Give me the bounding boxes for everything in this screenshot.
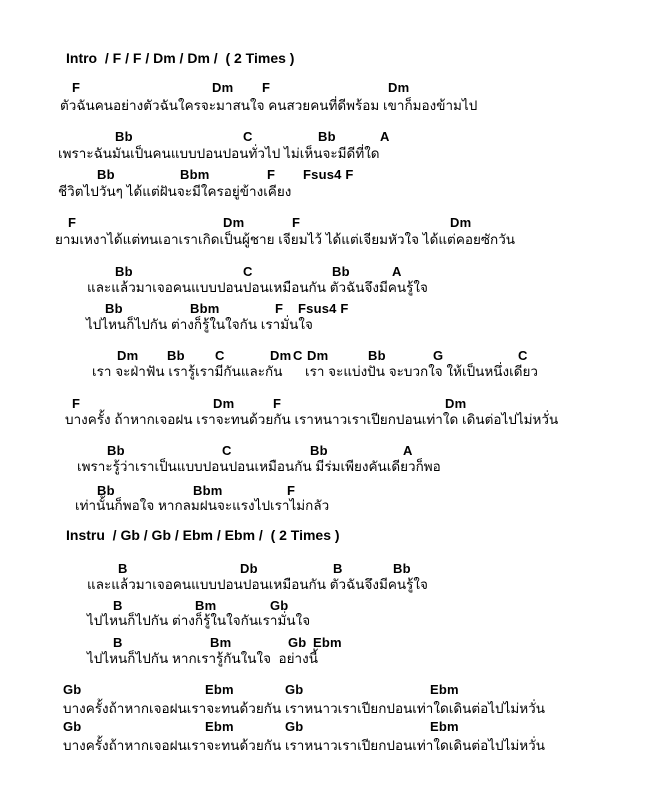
chord-label: Dm	[307, 348, 329, 363]
chord-label: Fsus4 F	[303, 167, 354, 182]
chord-label: F	[262, 80, 271, 95]
chord-label: Ebm	[430, 719, 459, 734]
chord-label: Gb	[285, 682, 304, 697]
chord-label: Ebm	[430, 682, 459, 697]
lyric-text: และแล้วมาเจอคนแบบปอนปอนเหมือนกัน ตัวฉันจึงมีคนรู้ใจ	[87, 577, 428, 592]
chord-label: Bb	[115, 264, 133, 279]
chord-label: C	[518, 348, 528, 363]
chord-label: Dm	[212, 80, 234, 95]
chord-label: Gb	[285, 719, 304, 734]
chord-label: Bbm	[193, 483, 223, 498]
section-heading	[0, 527, 662, 547]
lyric-text: ตัวฉันคนอย่างตัวฉันใครจะมาสนใจ คนสวยคนที่ดีพร้อม เขาก็มองข้ามไป	[60, 98, 478, 113]
lyric-line	[0, 183, 662, 203]
lyric-text: เพราะฉันมันเป็นคนแบบปอนปอนทั่วไป ไม่เห็นจะมีดีที่ใด	[58, 146, 380, 161]
chord-label: Bb	[97, 167, 115, 182]
chord-label: F	[267, 167, 276, 182]
section-heading-text: Instru / Gb / Gb / Ebm / Ebm / ( 2 Times )	[66, 527, 340, 543]
chord-label: B	[333, 561, 343, 576]
lyric-text: ไปไหนก็ไปกัน ต่างก็รู้ในใจกันเรามั่นใจ	[87, 613, 311, 628]
chord-label: Dm	[223, 215, 245, 230]
chord-label: C	[215, 348, 225, 363]
chord-label: Bb	[310, 443, 328, 458]
lyric-line	[0, 279, 662, 299]
chord-line	[0, 719, 662, 739]
chord-label: Dm	[213, 396, 235, 411]
lyric-text: เท่านั้นก็พอใจ หากลมฝนจะแรงไปเราไม่กลัว	[75, 498, 330, 513]
chord-label: Bbm	[190, 301, 220, 316]
chord-label: F	[72, 396, 81, 411]
lyric-text: ไปไหนก็ไปกัน ต่างก็รู้ในใจกัน เรามั่นใจ	[86, 317, 313, 332]
lyric-line	[0, 497, 662, 517]
lyric-line	[0, 737, 662, 757]
lyric-line	[0, 145, 662, 165]
chord-label: Gb	[270, 598, 289, 613]
chord-label: Bm	[210, 635, 232, 650]
lyric-text: ชีวิตไปวันๆ ได้แต่ฝันจะมีใครอยู่ข้างเคียง	[58, 184, 292, 199]
lyric-line	[0, 576, 662, 596]
chord-label: Ebm	[205, 682, 234, 697]
chord-label: Bb	[167, 348, 185, 363]
chord-label: Fsus4 F	[298, 301, 349, 316]
lyric-line	[0, 700, 662, 720]
chord-line	[0, 682, 662, 702]
chord-label: G	[433, 348, 444, 363]
lyric-text: และแล้วมาเจอคนแบบปอนปอนเหมือนกัน ตัวฉันจึงมีคนรู้ใจ	[87, 280, 428, 295]
chord-label: Bb	[393, 561, 411, 576]
chord-label: A	[403, 443, 413, 458]
lyric-text: เพราะรู้ว่าเราเป็นแบบปอนปอนเหมือนกัน มีร่มเพียงคันเดียวก็พอ	[77, 459, 441, 474]
chord-label: A	[392, 264, 402, 279]
chord-label: Gb	[63, 719, 82, 734]
chord-label: Ebm	[313, 635, 342, 650]
chord-label: Ebm	[205, 719, 234, 734]
chord-label: Bb	[115, 129, 133, 144]
chord-label: Bb	[332, 264, 350, 279]
chord-label: B	[118, 561, 128, 576]
lyric-line	[0, 411, 662, 431]
lyric-text: ยามเหงาได้แต่ทนเอาเราเกิดเป็นผู้ชาย เจียมไว้ ได้แต่เจียมหัวใจ ได้แต่คอยซักวัน	[55, 232, 516, 247]
chord-label: Bb	[105, 301, 123, 316]
chord-label: F	[275, 301, 284, 316]
chord-label: Dm	[388, 80, 410, 95]
chord-label: C	[222, 443, 232, 458]
chord-label: Dm	[270, 348, 292, 363]
lyric-text: บางครั้ง ถ้าหากเจอฝน เราจะทนด้วยกัน เราหนาวเราเปียกปอนเท่าใด เดินต่อไปไม่หวั่น	[65, 412, 559, 427]
chord-label: F	[273, 396, 282, 411]
chord-label: A	[380, 129, 390, 144]
chord-label: B	[113, 598, 123, 613]
section-heading-text: Intro / F / F / Dm / Dm / ( 2 Times )	[66, 50, 295, 66]
lyric-text: บางครั้งถ้าหากเจอฝนเราจะทนด้วยกัน เราหนาวเราเปียกปอนเท่าใดเดินต่อไปไม่หวั่น	[63, 738, 545, 753]
chord-label: F	[292, 215, 301, 230]
chord-label: Gb	[63, 682, 82, 697]
chord-label: C	[243, 129, 253, 144]
chord-label: Dm	[445, 396, 467, 411]
chord-label: Bb	[318, 129, 336, 144]
lyric-line	[0, 612, 662, 632]
chord-label: C	[243, 264, 253, 279]
chord-label: Bb	[97, 483, 115, 498]
lyric-text: เรา จะฝ่าฟัน เรารู้เรามีกันและกัน เรา จะแบ่งปัน จะบวกใจ ให้เป็นหนึ่งเดียว	[92, 364, 538, 379]
lyric-line	[0, 458, 662, 478]
chord-label: C	[293, 348, 303, 363]
lyric-line	[0, 650, 662, 670]
chord-label: F	[68, 215, 77, 230]
lyric-line	[0, 363, 662, 383]
lyric-line	[0, 97, 662, 117]
chord-label: Dm	[450, 215, 472, 230]
chord-label: F	[72, 80, 81, 95]
chord-label: Bm	[195, 598, 217, 613]
lyric-text: บางครั้งถ้าหากเจอฝนเราจะทนด้วยกัน เราหนาวเราเปียกปอนเท่าใดเดินต่อไปไม่หวั่น	[63, 701, 545, 716]
chord-label: Db	[240, 561, 258, 576]
lyric-line	[0, 231, 662, 251]
chord-label: F	[287, 483, 296, 498]
lyric-text: ไปไหนก็ไปกัน หากเรารู้กันในใจ อย่างนี้	[87, 651, 318, 666]
lyric-line	[0, 316, 662, 336]
chord-label: Bbm	[180, 167, 210, 182]
chord-label: Bb	[107, 443, 125, 458]
chord-label: Gb	[288, 635, 307, 650]
chord-label: Bb	[368, 348, 386, 363]
chord-label: B	[113, 635, 123, 650]
section-heading	[0, 50, 662, 70]
chord-label: Dm	[117, 348, 139, 363]
